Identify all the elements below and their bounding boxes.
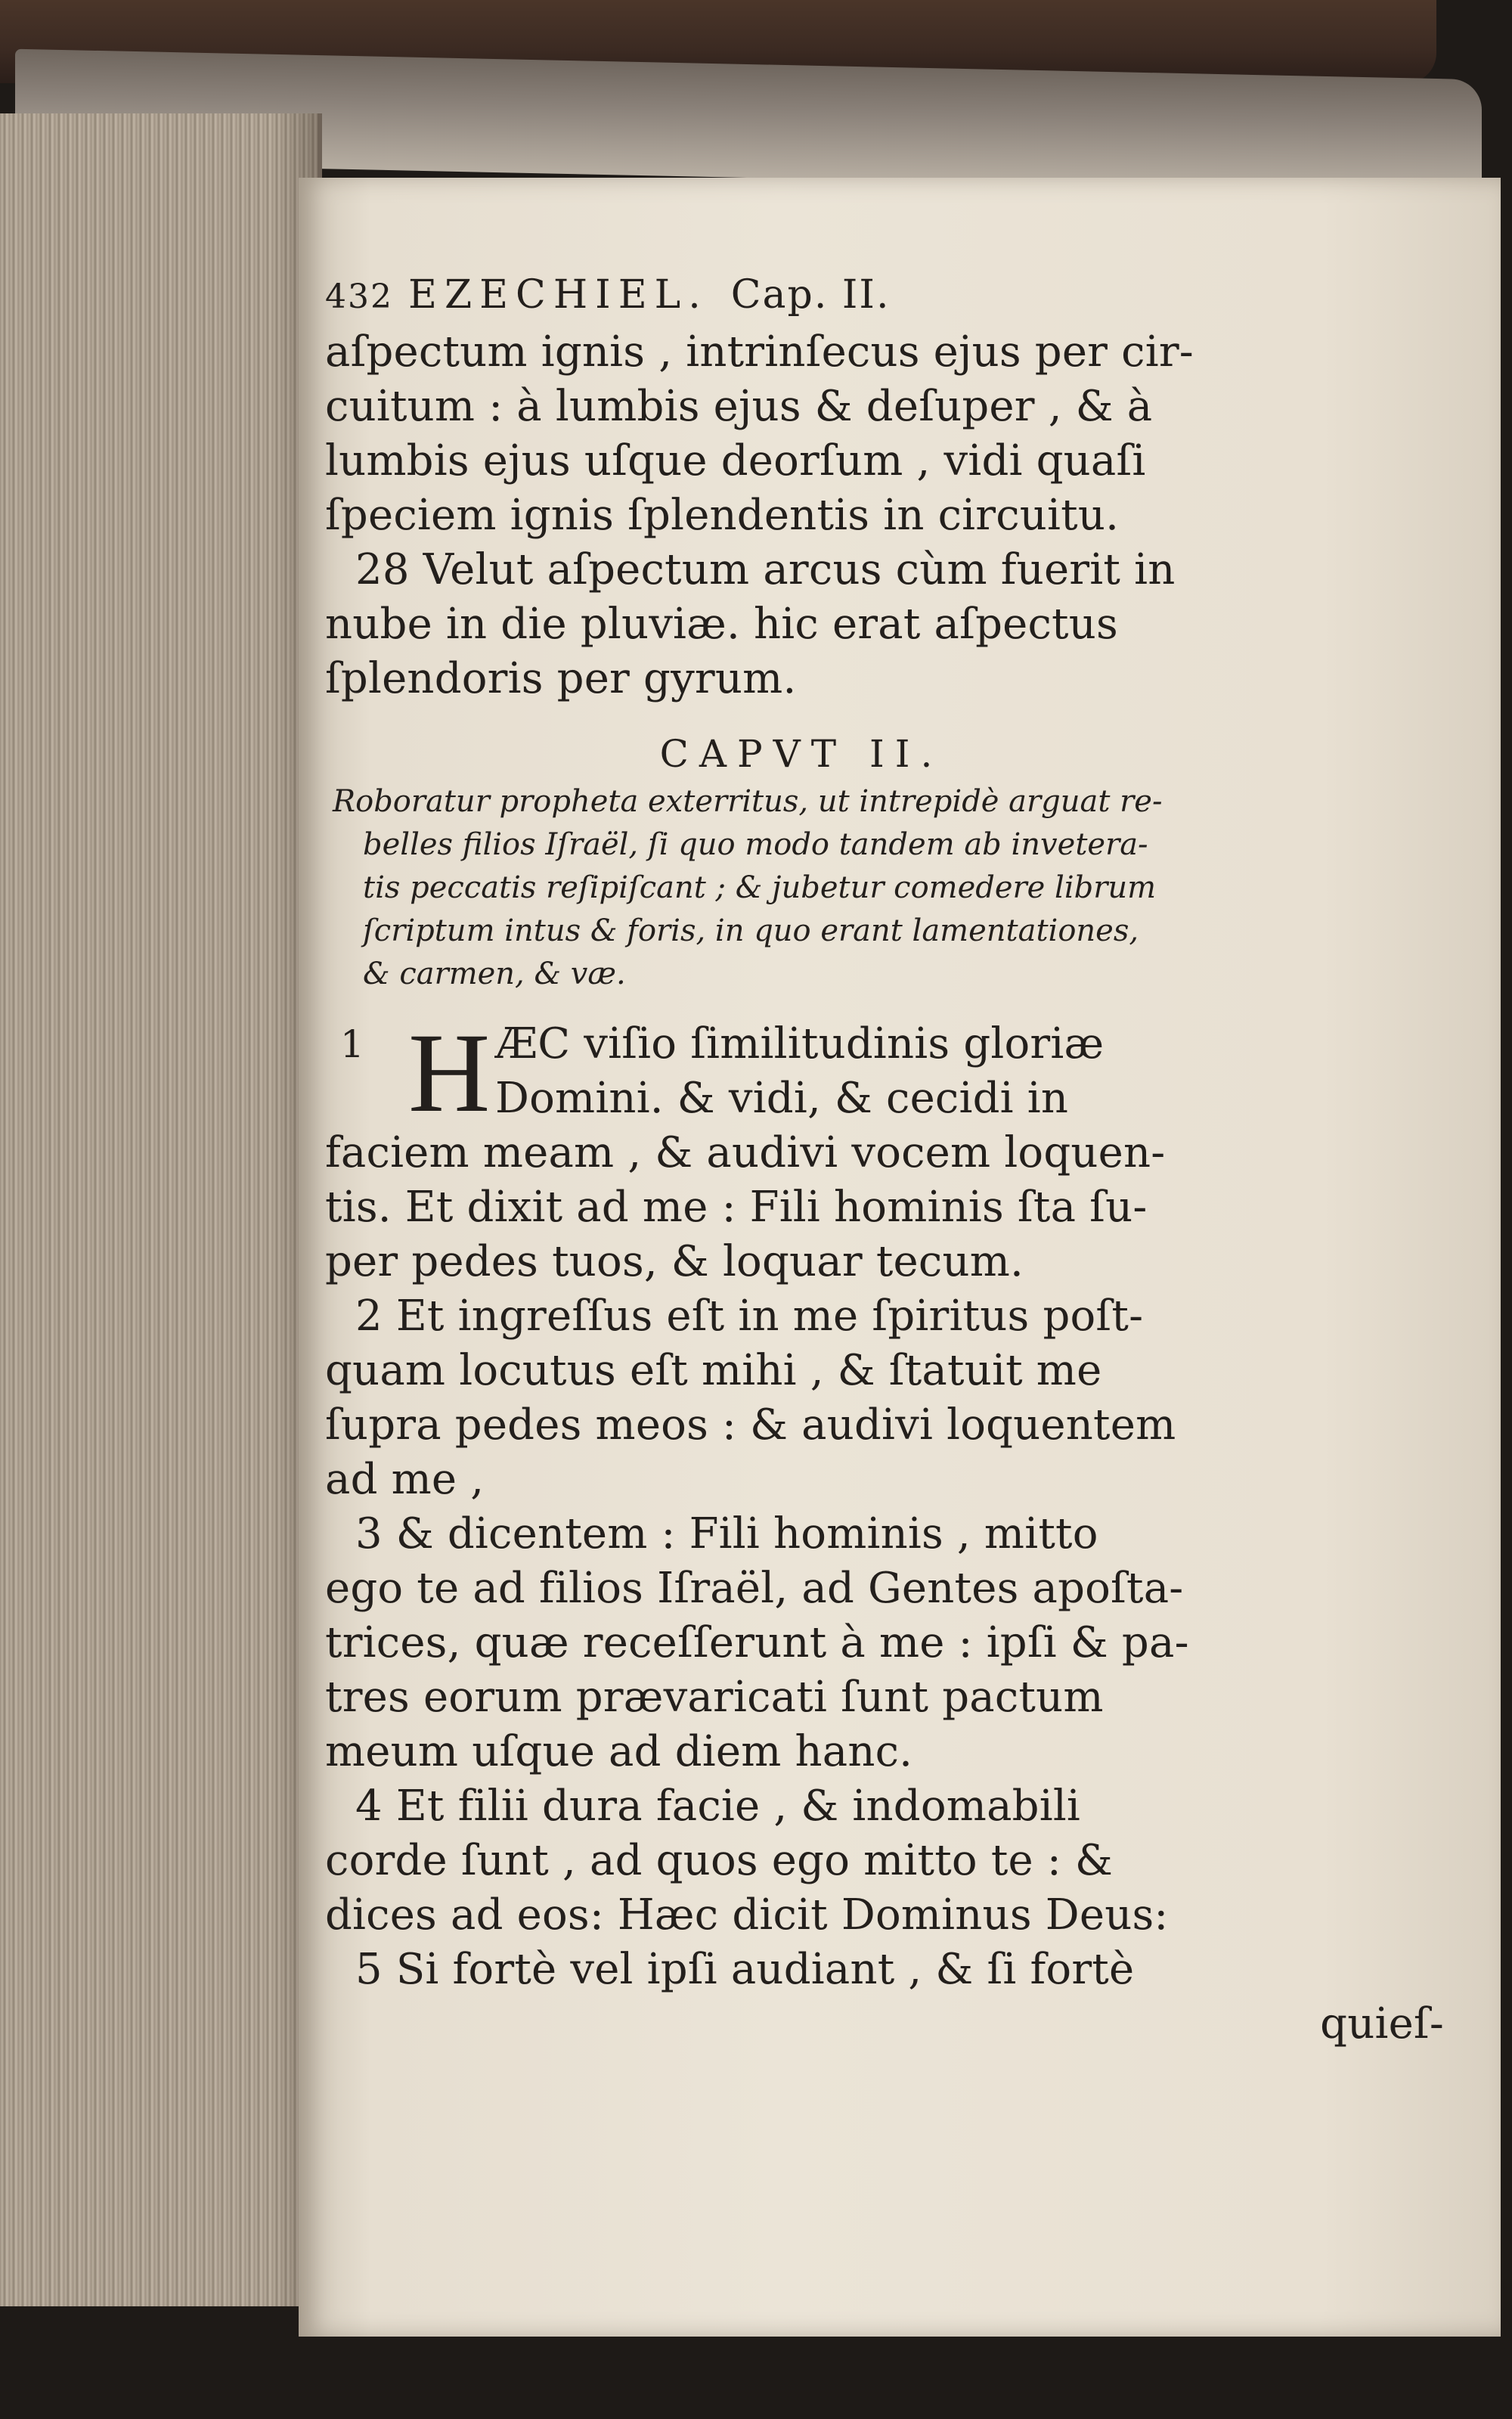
text-line: lumbis ejus uſque deorſum , vidi quaſi [325,436,1146,485]
page-number: 432 [325,278,393,316]
text-line: ſupra pedes meos : & audivi loquentem [325,1400,1176,1450]
text-line: faciem meam , & audivi vocem loquen- [325,1128,1166,1177]
chapter-summary-line: & carmen, & væ. [363,957,626,991]
text-line: ego te ad filios Iſraël, ad Gentes apoſta- [325,1564,1184,1613]
chapter-summary-line: belles filios Iſraël, ſi quo modo tandem ab invetera- [363,827,1148,862]
drop-cap: H [408,1010,491,1136]
text-line: 3 & dicentem : Fili hominis , mitto [355,1509,1098,1558]
text-line: quam locutus eſt mihi , & ſtatuit me [325,1346,1102,1395]
verse-1 [325,1010,1474,1136]
verse-number: 1 [340,1022,364,1066]
running-head [325,272,1474,325]
text-line: ad me , [325,1455,485,1504]
text-line: meum uſque ad diem hanc. [325,1727,913,1776]
text-line: tis. Et dixit ad me : Fili hominis ſta ſu- [325,1183,1148,1232]
text-line: 5 Si fortè vel ipſi audiant , & ſi fortè [355,1945,1135,1994]
page-text-block [325,272,1474,2051]
text-line: corde ſunt , ad quos ego mitto te : & [325,1836,1114,1885]
chapter-reference: Cap. II. [730,272,891,318]
text-line: 2 Et ingreſſus eſt in me ſpiritus poſt- [355,1292,1144,1341]
text-line: aſpectum ignis , intrinſecus ejus per cir- [325,327,1194,377]
text-line: cuitum : à lumbis ejus & deſuper , & à [325,382,1153,431]
book-title: EZECHIEL. [408,272,708,318]
text-line: Domini. & vidi, & cecidi in [495,1074,1069,1123]
text-line: tres eorum prævaricati ſunt pactum [325,1673,1104,1722]
page-stack-left [0,113,322,2306]
text-line: per pedes tuos, & loquar tecum. [325,1237,1024,1286]
text-line: nube in die pluviæ. hic erat aſpectus [325,600,1118,649]
text-line: 28 Velut aſpectum arcus cùm fuerit in [355,545,1176,594]
chapter-summary-line: tis peccatis reſipiſcant ; & jubetur comedere librum [363,870,1157,905]
catchword: quieſ- [1320,1999,1444,2048]
text-line: 4 Et filii dura facie , & indomabili [355,1782,1081,1831]
chapter-summary-line: Roboratur propheta exterritus, ut intrepidè arguat re- [333,784,1163,819]
text-line: ſpeciem ignis ſplendentis in circuitu. [325,491,1120,540]
text-line: ſplendoris per gyrum. [325,654,797,703]
chapter-summary-line: ſcriptum intus & foris, in quo erant lamentationes, [363,913,1139,948]
chapter-heading: CAPVT II. [659,732,943,776]
text-line: dices ad eos: Hæc dicit Dominus Deus: [325,1890,1169,1940]
text-line: ÆC viſio ſimilitudinis gloriæ [495,1019,1105,1068]
text-line: trices, quæ receſſerunt à me : ipſi & pa- [325,1618,1189,1667]
